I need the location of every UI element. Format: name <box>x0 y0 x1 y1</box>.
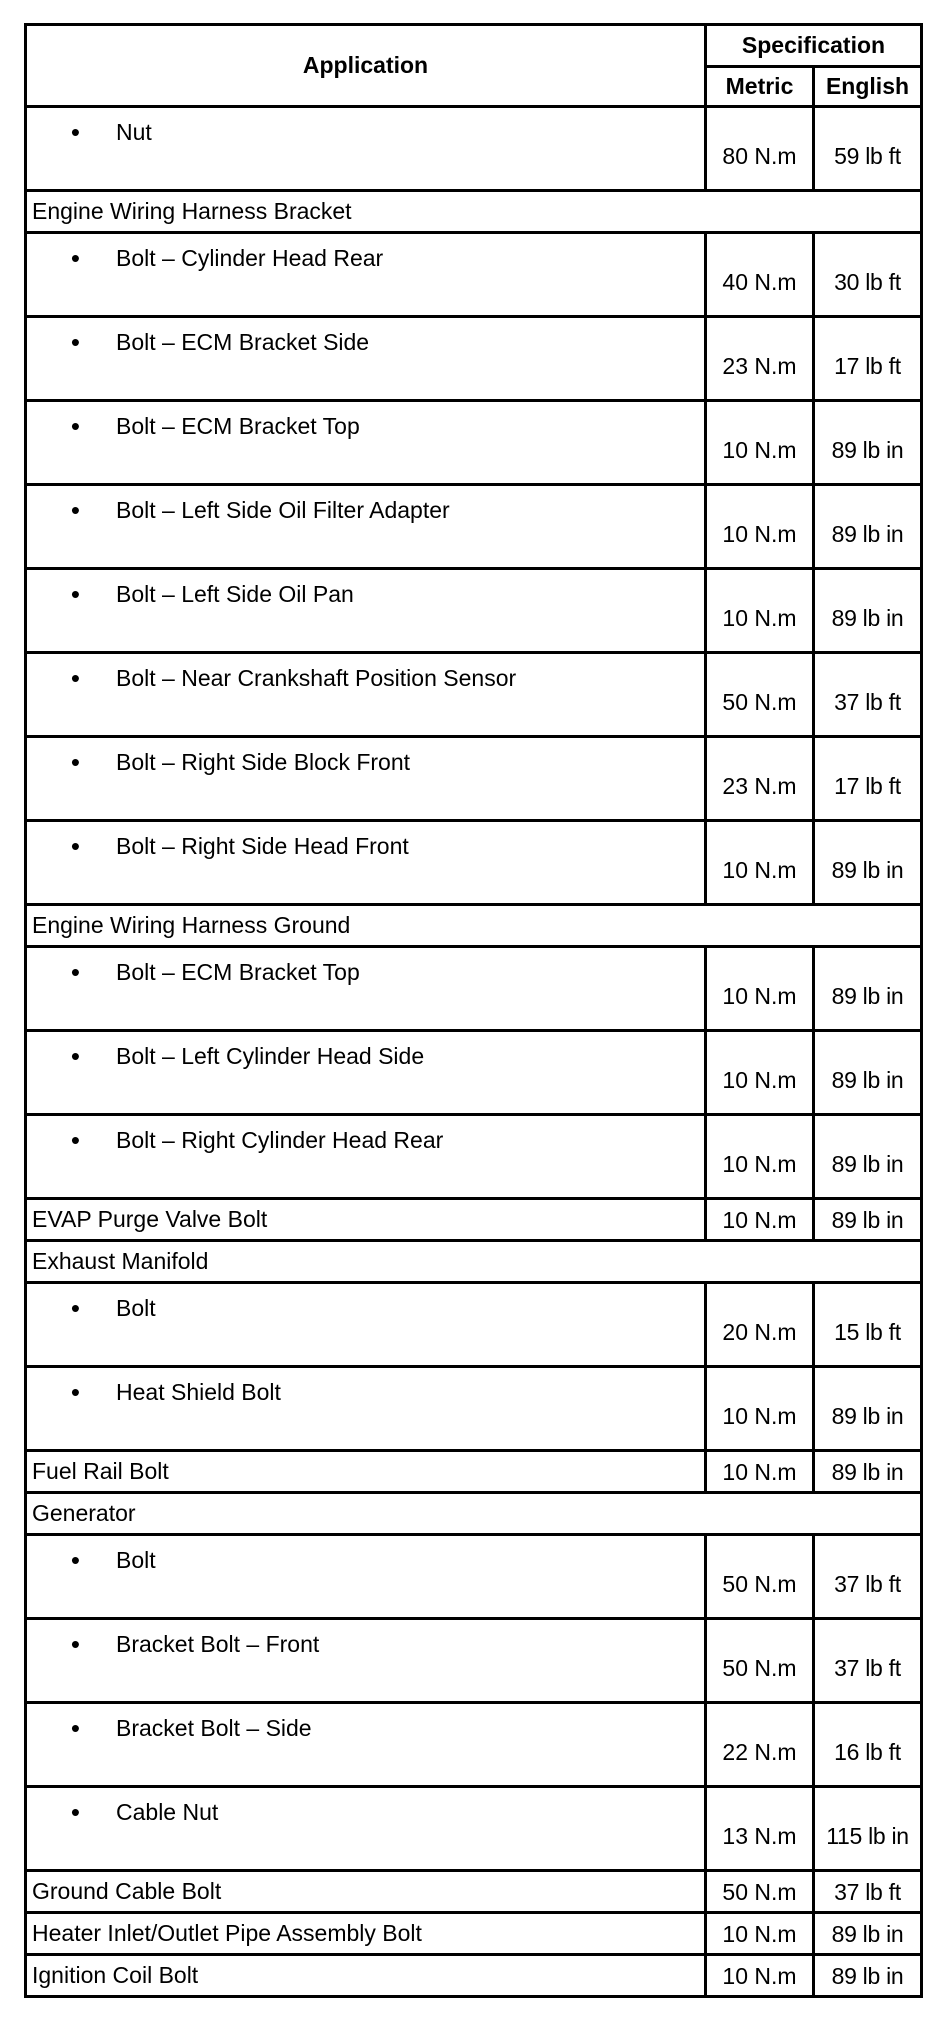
application-label: Bracket Bolt – Front <box>116 1631 320 1657</box>
metric-value: 10 N.m <box>706 1031 814 1115</box>
application-label: Heater Inlet/Outlet Pipe Assembly Bolt <box>26 1913 706 1955</box>
english-header: English <box>814 67 922 107</box>
application-cell <box>26 1619 706 1703</box>
table-row <box>26 1451 922 1493</box>
metric-value: 10 N.m <box>706 1199 814 1241</box>
table-row <box>26 317 922 401</box>
table-row <box>26 1703 922 1787</box>
application-cell <box>26 1535 706 1619</box>
application-label: Ignition Coil Bolt <box>26 1955 706 1997</box>
bullet-icon: • <box>70 117 80 147</box>
english-value: 15 lb ft <box>814 1283 922 1367</box>
metric-value: 50 N.m <box>706 1535 814 1619</box>
bullet-icon: • <box>70 1629 80 1659</box>
table-row <box>26 737 922 821</box>
application-cell <box>26 401 706 485</box>
metric-value: 10 N.m <box>706 1913 814 1955</box>
application-label: Bolt – ECM Bracket Top <box>116 959 360 985</box>
application-label: Bolt – Left Cylinder Head Side <box>116 1043 425 1069</box>
application-label: Heat Shield Bolt <box>116 1379 281 1405</box>
table-row <box>26 1619 922 1703</box>
table-row <box>26 1913 922 1955</box>
english-value: 89 lb in <box>814 1199 922 1241</box>
english-value: 37 lb ft <box>814 1871 922 1913</box>
english-value: 89 lb in <box>814 1451 922 1493</box>
application-label: Bracket Bolt – Side <box>116 1715 312 1741</box>
metric-value: 10 N.m <box>706 485 814 569</box>
table-row <box>26 947 922 1031</box>
bullet-icon: • <box>70 1713 80 1743</box>
table-row <box>26 821 922 905</box>
metric-value: 80 N.m <box>706 107 814 191</box>
bullet-icon: • <box>70 327 80 357</box>
application-cell <box>26 485 706 569</box>
application-label: Bolt – ECM Bracket Top <box>116 413 360 439</box>
table-row <box>26 1031 922 1115</box>
english-value: 89 lb in <box>814 947 922 1031</box>
table-row <box>26 485 922 569</box>
table-row <box>26 1787 922 1871</box>
table-row <box>26 653 922 737</box>
metric-value: 13 N.m <box>706 1787 814 1871</box>
table-body <box>26 107 922 1997</box>
table-row <box>26 1367 922 1451</box>
application-cell <box>26 569 706 653</box>
english-value: 37 lb ft <box>814 1535 922 1619</box>
metric-value: 10 N.m <box>706 401 814 485</box>
bullet-icon: • <box>70 663 80 693</box>
section-label: Exhaust Manifold <box>26 1241 922 1283</box>
bullet-icon: • <box>70 1293 80 1323</box>
specification-header: Specification <box>706 25 922 67</box>
bullet-icon: • <box>70 1545 80 1575</box>
application-label: EVAP Purge Valve Bolt <box>26 1199 706 1241</box>
application-label: Bolt – ECM Bracket Side <box>116 329 370 355</box>
application-label: Bolt <box>116 1547 156 1573</box>
application-cell <box>26 947 706 1031</box>
table-row <box>26 1115 922 1199</box>
table-row <box>26 1871 922 1913</box>
application-cell <box>26 107 706 191</box>
application-label: Bolt <box>116 1295 156 1321</box>
english-value: 17 lb ft <box>814 317 922 401</box>
table-row <box>26 107 922 191</box>
bullet-icon: • <box>70 243 80 273</box>
section-row <box>26 191 922 233</box>
application-cell <box>26 1367 706 1451</box>
english-value: 37 lb ft <box>814 1619 922 1703</box>
metric-value: 10 N.m <box>706 1955 814 1997</box>
application-label: Fuel Rail Bolt <box>26 1451 706 1493</box>
bullet-icon: • <box>70 1125 80 1155</box>
bullet-icon: • <box>70 957 80 987</box>
application-cell <box>26 653 706 737</box>
bullet-icon: • <box>70 495 80 525</box>
application-label: Cable Nut <box>116 1799 219 1825</box>
table-row <box>26 569 922 653</box>
metric-header: Metric <box>706 67 814 107</box>
metric-value: 23 N.m <box>706 317 814 401</box>
application-label: Bolt – Left Side Oil Pan <box>116 581 354 607</box>
header-row <box>26 25 922 67</box>
metric-value: 10 N.m <box>706 947 814 1031</box>
application-label: Bolt – Cylinder Head Rear <box>116 245 384 271</box>
english-value: 89 lb in <box>814 401 922 485</box>
english-value: 89 lb in <box>814 485 922 569</box>
english-value: 89 lb in <box>814 1955 922 1997</box>
section-row <box>26 905 922 947</box>
bullet-icon: • <box>70 1797 80 1827</box>
metric-value: 23 N.m <box>706 737 814 821</box>
english-value: 30 lb ft <box>814 233 922 317</box>
table-row <box>26 1199 922 1241</box>
metric-value: 50 N.m <box>706 1871 814 1913</box>
application-cell <box>26 1787 706 1871</box>
metric-value: 22 N.m <box>706 1703 814 1787</box>
bullet-icon: • <box>70 1377 80 1407</box>
section-label: Engine Wiring Harness Ground <box>26 905 922 947</box>
table-row <box>26 401 922 485</box>
application-cell <box>26 233 706 317</box>
metric-value: 10 N.m <box>706 821 814 905</box>
metric-value: 50 N.m <box>706 1619 814 1703</box>
table-row <box>26 1535 922 1619</box>
bullet-icon: • <box>70 579 80 609</box>
application-cell <box>26 1703 706 1787</box>
metric-value: 10 N.m <box>706 569 814 653</box>
english-value: 16 lb ft <box>814 1703 922 1787</box>
section-label: Engine Wiring Harness Bracket <box>26 191 922 233</box>
application-cell <box>26 737 706 821</box>
application-label: Bolt – Right Cylinder Head Rear <box>116 1127 444 1153</box>
english-value: 17 lb ft <box>814 737 922 821</box>
torque-spec-table <box>24 23 923 1998</box>
application-cell <box>26 317 706 401</box>
section-label: Generator <box>26 1493 922 1535</box>
english-value: 89 lb in <box>814 1115 922 1199</box>
bullet-icon: • <box>70 1041 80 1071</box>
application-cell <box>26 1031 706 1115</box>
english-value: 37 lb ft <box>814 653 922 737</box>
application-label: Bolt – Right Side Head Front <box>116 833 409 859</box>
metric-value: 10 N.m <box>706 1367 814 1451</box>
metric-value: 10 N.m <box>706 1115 814 1199</box>
section-row <box>26 1241 922 1283</box>
application-cell <box>26 821 706 905</box>
metric-value: 40 N.m <box>706 233 814 317</box>
application-label: Bolt – Near Crankshaft Position Sensor <box>116 665 517 691</box>
english-value: 89 lb in <box>814 569 922 653</box>
table-row <box>26 1283 922 1367</box>
table-row <box>26 1955 922 1997</box>
metric-value: 10 N.m <box>706 1451 814 1493</box>
application-cell <box>26 1283 706 1367</box>
english-value: 89 lb in <box>814 1913 922 1955</box>
bullet-icon: • <box>70 747 80 777</box>
bullet-icon: • <box>70 831 80 861</box>
application-label: Bolt – Right Side Block Front <box>116 749 411 775</box>
application-label: Ground Cable Bolt <box>26 1871 706 1913</box>
section-row <box>26 1493 922 1535</box>
application-cell <box>26 1115 706 1199</box>
english-value: 115 lb in <box>814 1787 922 1871</box>
application-label: Nut <box>116 119 152 145</box>
table-row <box>26 233 922 317</box>
english-value: 59 lb ft <box>814 107 922 191</box>
application-header: Application <box>26 25 706 107</box>
metric-value: 20 N.m <box>706 1283 814 1367</box>
application-label: Bolt – Left Side Oil Filter Adapter <box>116 497 450 523</box>
english-value: 89 lb in <box>814 1367 922 1451</box>
english-value: 89 lb in <box>814 1031 922 1115</box>
bullet-icon: • <box>70 411 80 441</box>
english-value: 89 lb in <box>814 821 922 905</box>
metric-value: 50 N.m <box>706 653 814 737</box>
